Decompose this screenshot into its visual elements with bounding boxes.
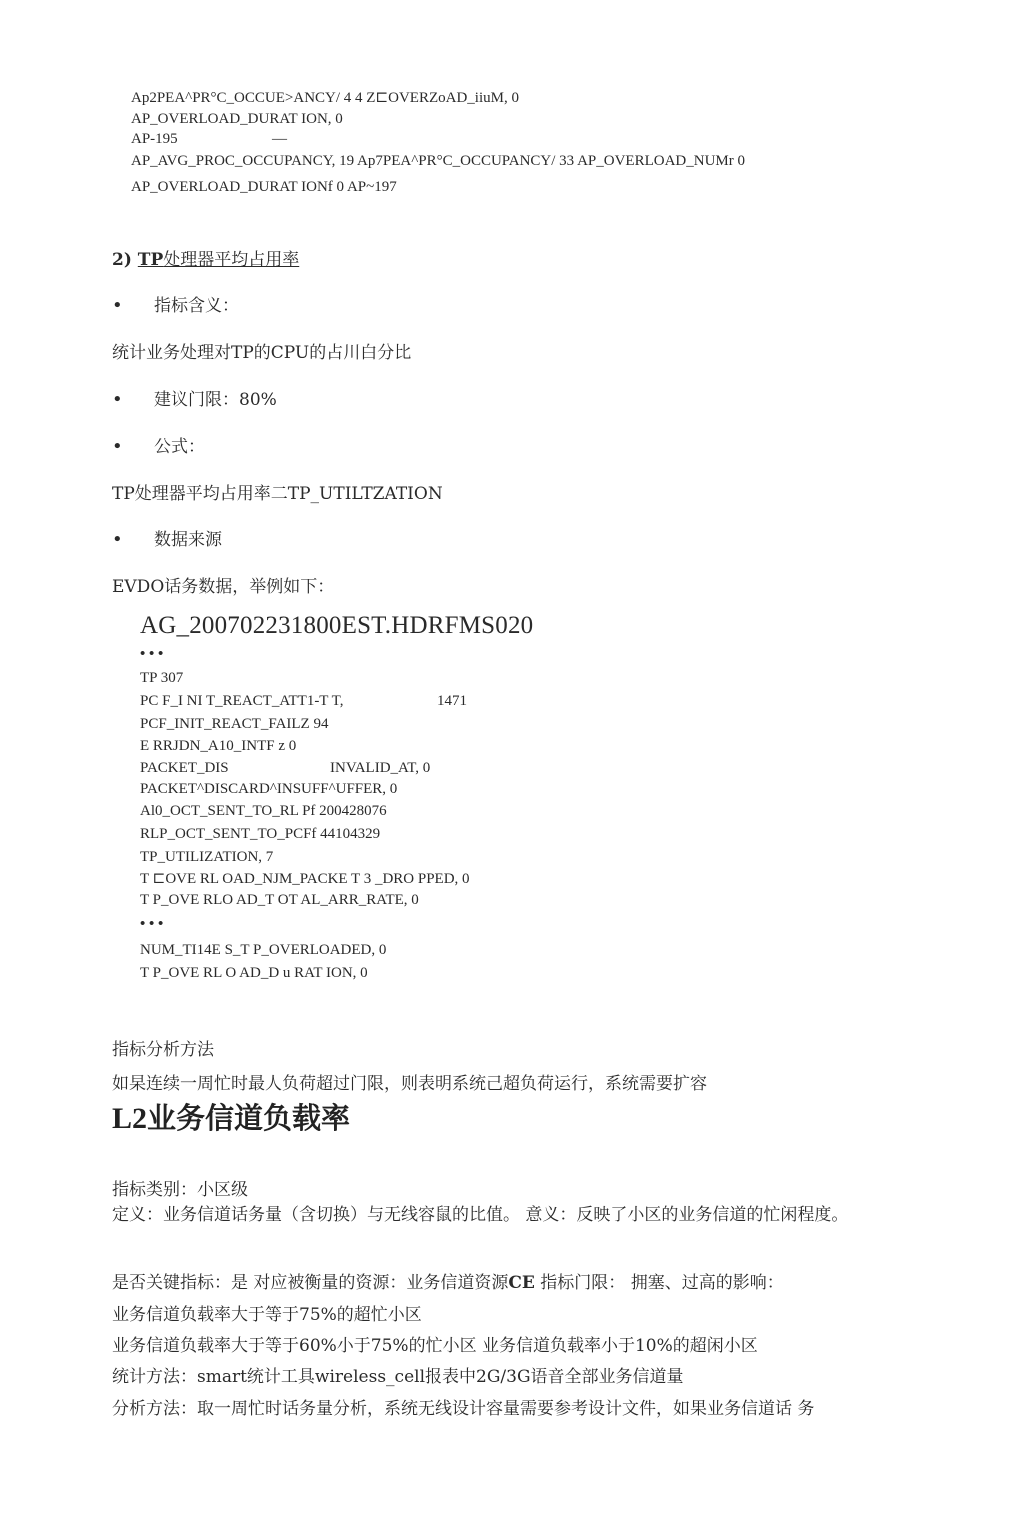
l2-analysis-method: 分析方法：取一周忙时话务量分析，系统无线设计容量需要参考设计文件，如果业务信道话 务	[112, 1399, 815, 1419]
top-code-line-5: AP_OVERLOAD_DURAT IONf 0 AP~197	[131, 179, 397, 195]
bullet-dot: •	[112, 295, 123, 316]
code-line-13: T P_OVE RL O AD_D u RAT ION, 0	[140, 965, 368, 981]
bullet-dot: •	[112, 436, 123, 457]
code-line-5a: PACKET_DIS	[140, 760, 229, 776]
bullet-meaning-label: 指标含义：	[154, 296, 240, 316]
section-2-heading-text: 处理器平均占用率	[163, 250, 300, 270]
source-intro: EVDO话务数据，举例如下：	[112, 577, 335, 597]
formula-text: TP处理器平均占用率二TP_UTILTZATION	[112, 484, 443, 504]
bullet-dot: •	[112, 529, 123, 550]
bullet-formula-label: 公式：	[154, 437, 206, 457]
l2-category: 指标类别：小区级	[112, 1180, 248, 1200]
top-code-line-1: Ap2PEA^PR°C_OCCUE>ANCY/ 4 4 Z⊏OVERZoAD_iiuM, 0	[131, 90, 519, 106]
code-line-6: PACKET^DISCARD^INSUFF^UFFER, 0	[140, 781, 398, 797]
l2-title-text: 业务信道负载率	[147, 1101, 351, 1135]
l2-key-text-c: 指标门限： 拥塞、过高的影响：	[534, 1273, 784, 1293]
code-line-3: PCF_INIT_REACT_FAILZ 94	[140, 716, 329, 732]
section-2-number: 2)	[112, 250, 132, 270]
bullet-source	[112, 525, 222, 550]
code-line-7: Al0_OCT_SENT_TO_RL Pf 200428076	[140, 803, 387, 819]
bullet-formula	[112, 432, 205, 457]
analysis-text: 如杲连续一周忙时最人负荷超过门限，则表明系统己超负荷运行，系统需要扩容	[112, 1074, 707, 1094]
l2-title-bold: L2	[112, 1102, 148, 1135]
l2-stat-method: 统计方法：smart统计工具wireless_cell报表中2G/3G语音全部业务信道量	[112, 1367, 684, 1387]
code-filename: AG_200702231800EST.HDRFMS020	[140, 612, 534, 639]
code-line-2b: 1471	[437, 693, 467, 709]
code-dots-1: • • •	[140, 646, 164, 662]
code-line-1: TP 307	[140, 670, 184, 686]
bullet-threshold-label: 建议门限：80%	[154, 390, 277, 410]
meaning-text: 统计业务处理对TP的CPU的占川白分比	[112, 343, 412, 363]
section-2-heading-bold: TP	[137, 250, 164, 270]
code-line-2a: PC F_I NI T_REACT_ATT1-T T,	[140, 693, 344, 709]
bullet-dot: •	[112, 389, 123, 410]
bullet-source-label: 数据来源	[154, 530, 223, 550]
code-line-8: RLP_OCT_SENT_TO_PCFf 44104329	[140, 826, 381, 842]
code-dots-2: • • •	[140, 916, 164, 932]
code-line-10: T ⊏OVE RL OAD_NJM_PACKE T 3 _DRO PPED, 0	[140, 871, 470, 887]
bullet-meaning	[112, 291, 239, 316]
section-2-heading	[112, 245, 299, 270]
bullet-threshold	[112, 385, 277, 410]
code-line-11: T P_OVE RLO AD_T OT AL_ARR_RATE, 0	[140, 892, 419, 908]
code-line-4: E RRJDN_A10_INTF z 0	[140, 738, 297, 754]
l2-key-ce: CE	[508, 1273, 535, 1293]
l2-section-title	[112, 1096, 350, 1137]
code-line-12: NUM_TI14E S_T P_OVERLOADED, 0	[140, 942, 387, 958]
top-code-line-3a: AP-195	[131, 131, 178, 147]
l2-idle-text: 业务信道负载率大于等于60%小于75%的忙小区 业务信道负载率小于10%的超闲小区	[112, 1336, 758, 1356]
l2-key-line	[112, 1268, 784, 1293]
code-line-9: TP_UTILIZATION, 7	[140, 849, 274, 865]
top-code-dash: —	[272, 131, 287, 147]
analysis-heading: 指标分析方法	[112, 1040, 214, 1060]
top-code-line-4: AP_AVG_PROC_OCCUPANCY, 19 Ap7PEA^PR°C_OCCUPANCY/ 33 AP_OVERLOAD_NUMr 0	[131, 153, 746, 169]
l2-key-text-a: 是否关键指标：是 对应被衡量的资源：业务信道资源	[112, 1273, 509, 1293]
top-code-line-2: AP_OVERLOAD_DURAT ION, 0	[131, 111, 343, 127]
l2-definition: 定义：业务信道话务量（含切换）与无线容鼠的比值。 意义：反映了小区的业务信道的忙闲程度。	[112, 1205, 849, 1225]
l2-busy-text: 业务信道负载率大于等于75%的超忙小区	[112, 1305, 422, 1325]
code-line-5b: INVALID_AT, 0	[330, 760, 431, 776]
